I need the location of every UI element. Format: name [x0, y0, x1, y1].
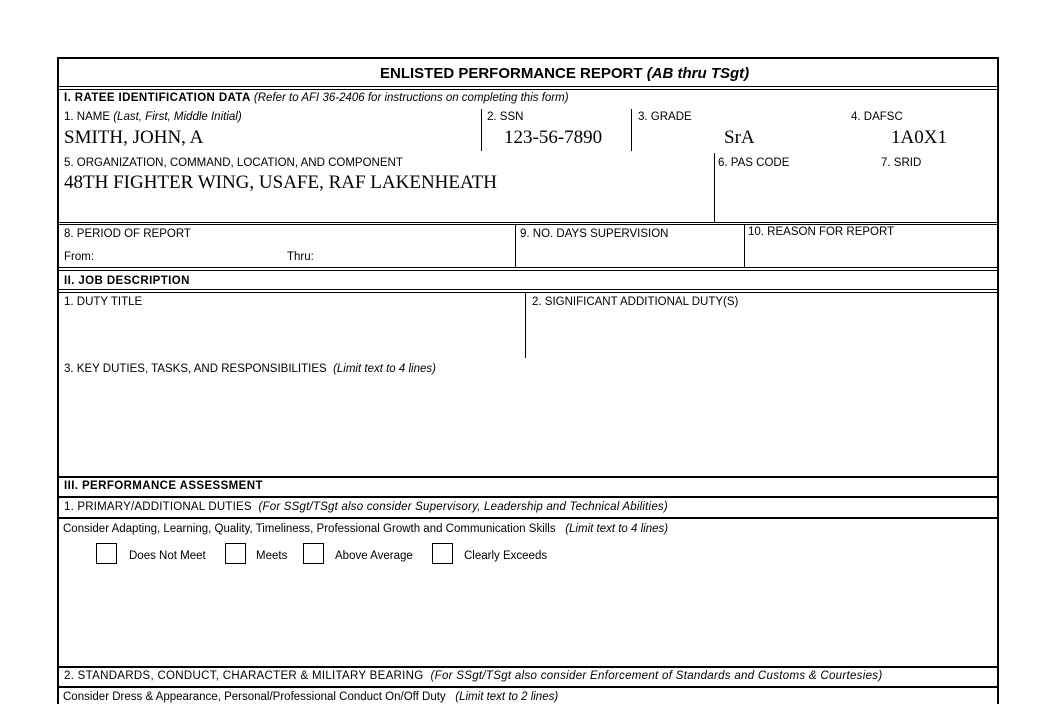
form-title-sub: (AB thru TSgt) [646, 65, 750, 82]
from-label: From: [64, 251, 95, 263]
dafsc-field[interactable]: 1A0X1 [891, 127, 947, 148]
form-title-main: ENLISTED PERFORMANCE REPORT [380, 65, 643, 82]
name-label: 1. NAME (Last, First, Middle Initial) [64, 111, 242, 123]
key-duties-label: 3. KEY DUTIES, TASKS, AND RESPONSIBILITIES (Limit text to 4 lines) [64, 363, 436, 375]
section2-heading-line-1 [57, 289, 999, 290]
meets-checkbox[interactable] [225, 543, 246, 564]
title-divider-1 [57, 86, 999, 87]
meets-label: Meets [256, 550, 288, 562]
duty-divider [525, 292, 526, 358]
above-average-label: Above Average [335, 550, 413, 562]
form-border-right [997, 57, 999, 704]
primary-divider [57, 517, 999, 519]
duty-title-label: 1. DUTY TITLE [64, 296, 143, 308]
does-not-meet-checkbox[interactable] [96, 543, 117, 564]
pas-code-label: 6. PAS CODE [718, 157, 790, 169]
standards-label: 2. STANDARDS, CONDUCT, CHARACTER & MILITARY BEARING (For SSgt/TSgt also consider Enforcement of Standards and Customs & Courtesies) [64, 670, 883, 682]
sig-duty-label: 2. SIGNIFICANT ADDITIONAL DUTY(S) [532, 296, 739, 308]
org-label: 5. ORGANIZATION, COMMAND, LOCATION, AND COMPONENT [64, 157, 403, 169]
form-border-left [57, 57, 59, 704]
dafsc-label: 4. DAFSC [851, 111, 903, 123]
reason-divider [744, 224, 745, 268]
primary-duties-label: 1. PRIMARY/ADDITIONAL DUTIES (For SSgt/TSgt also consider Supervisory, Leadership and Technical Abilities) [64, 501, 668, 513]
section1-heading: I. RATEE IDENTIFICATION DATA (Refer to AFI 36-2406 for instructions on completing this form) [64, 92, 569, 104]
section2-heading-line-2 [57, 292, 999, 293]
does-not-meet-label: Does Not Meet [129, 550, 206, 562]
thru-label: Thru: [287, 251, 314, 263]
section3-heading: III. PERFORMANCE ASSESSMENT [64, 480, 263, 492]
days-supervision-label: 9. NO. DAYS SUPERVISION [520, 228, 669, 240]
above-average-checkbox[interactable] [303, 543, 324, 564]
consider-criteria-2: Consider Dress & Appearance, Personal/Professional Conduct On/Off Duty (Limit text to 2 lines) [63, 691, 559, 703]
ssn-divider [481, 109, 482, 151]
ssn-field[interactable]: 123-56-7890 [504, 127, 603, 148]
period-label: 8. PERIOD OF REPORT [64, 228, 191, 240]
grade-label: 3. GRADE [638, 111, 692, 123]
days-divider [515, 224, 516, 268]
section1-heading-note: (Refer to AFI 36-2406 for instructions on completing this form) [253, 92, 569, 104]
form-border-top [57, 57, 999, 59]
section3-divider [57, 476, 999, 478]
standards-heading-line [57, 686, 999, 688]
grade-field[interactable]: SrA [724, 127, 755, 148]
name-field[interactable]: SMITH, JOHN, A [64, 127, 204, 148]
pas-divider [714, 153, 715, 223]
consider-criteria-1: Consider Adapting, Learning, Quality, Timeliness, Professional Growth and Communication Skills (Limit text to 4 lines) [63, 523, 669, 535]
grade-divider [631, 109, 632, 151]
clearly-exceeds-label: Clearly Exceeds [464, 550, 548, 562]
section2-heading: II. JOB DESCRIPTION [64, 275, 190, 287]
section2-divider-1 [57, 267, 999, 268]
standards-divider [57, 666, 999, 668]
ssn-label: 2. SSN [487, 111, 524, 123]
title-divider-2 [57, 89, 999, 90]
org-field[interactable]: 48TH FIGHTER WING, USAFE, RAF LAKENHEATH [64, 172, 497, 193]
clearly-exceeds-checkbox[interactable] [432, 543, 453, 564]
section3-heading-line [57, 496, 999, 498]
form-title [380, 65, 749, 83]
section2-divider-2 [57, 270, 999, 271]
period-divider-top-1 [57, 222, 999, 223]
srid-label: 7. SRID [881, 157, 922, 169]
reason-label: 10. REASON FOR REPORT [748, 226, 895, 238]
